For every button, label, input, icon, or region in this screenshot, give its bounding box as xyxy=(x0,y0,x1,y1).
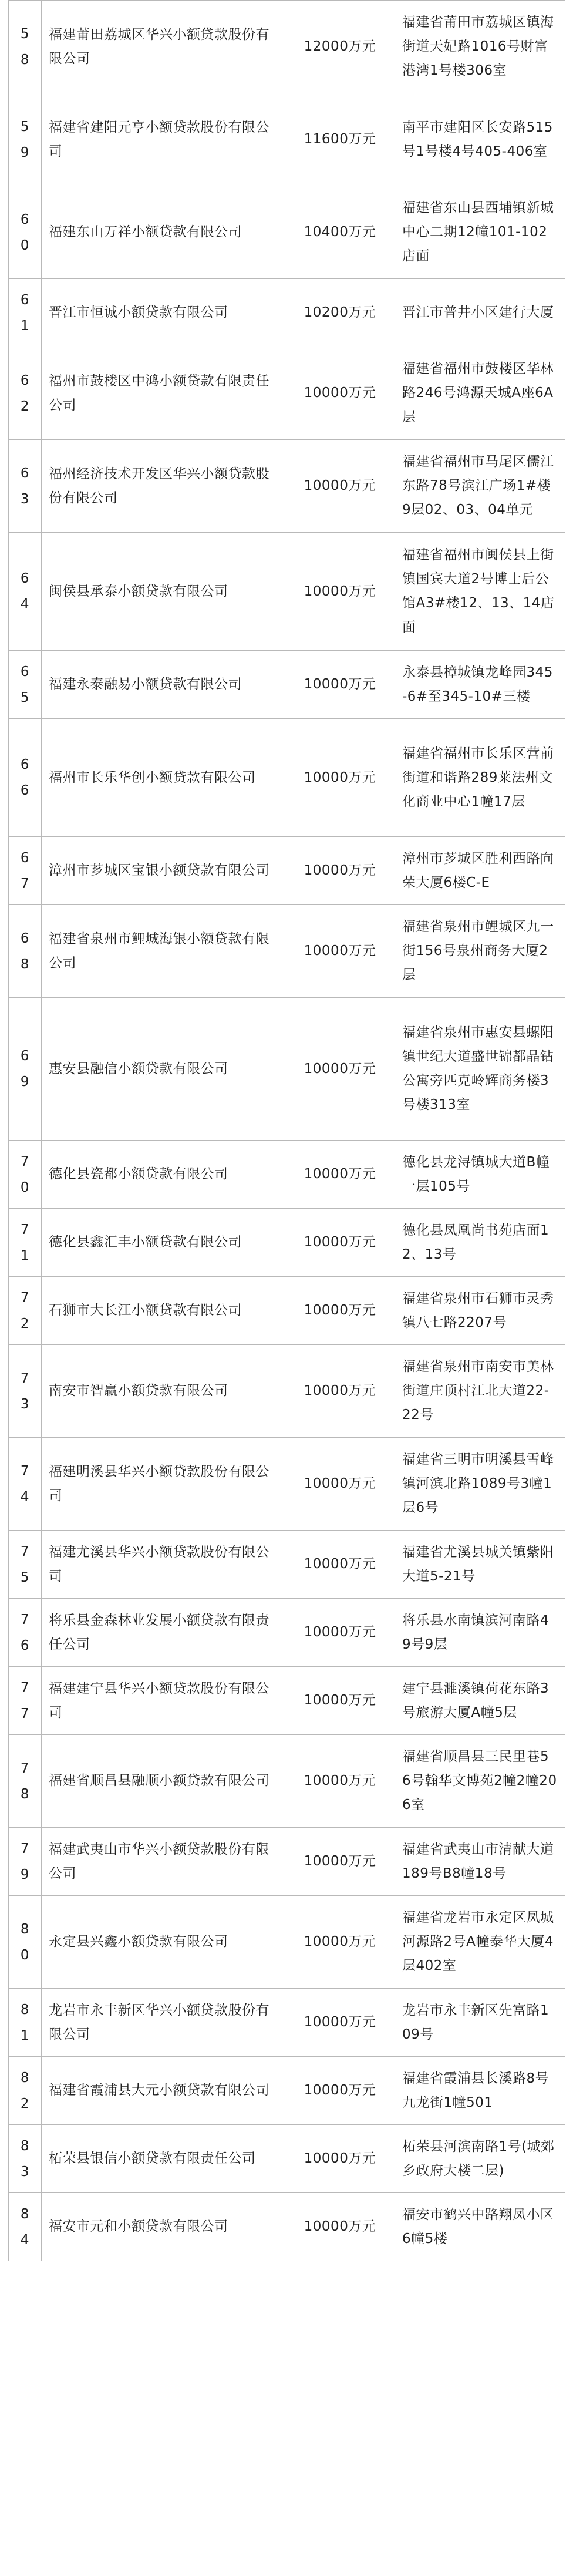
registered-capital: 10000万元 xyxy=(285,2057,395,2125)
table-row xyxy=(9,1531,565,1599)
row-number: 79 xyxy=(9,1828,42,1896)
table-row xyxy=(9,440,565,533)
table-row xyxy=(9,1735,565,1828)
registered-capital: 10000万元 xyxy=(285,1828,395,1896)
row-number: 73 xyxy=(9,1345,42,1438)
company-name: 石狮市大长江小额贷款有限公司 xyxy=(42,1277,285,1345)
company-name: 福安市元和小额贷款有限公司 xyxy=(42,2193,285,2261)
registered-capital: 10000万元 xyxy=(285,533,395,651)
company-address: 福建省霞浦县长溪路8号九龙街1幢501 xyxy=(395,2057,565,2125)
row-number: 81 xyxy=(9,1989,42,2057)
company-name: 永定县兴鑫小额贷款有限公司 xyxy=(42,1896,285,1989)
registered-capital: 10000万元 xyxy=(285,2125,395,2193)
company-address: 德化县龙浔镇城大道B幢一层105号 xyxy=(395,1141,565,1209)
company-address: 福建省顺昌县三民里巷56号翰华文博苑2幢2幢206室 xyxy=(395,1735,565,1828)
table-row xyxy=(9,2125,565,2193)
row-number: 78 xyxy=(9,1735,42,1828)
row-number: 80 xyxy=(9,1896,42,1989)
registered-capital: 10000万元 xyxy=(285,347,395,440)
table-row xyxy=(9,1989,565,2057)
registered-capital: 10000万元 xyxy=(285,1277,395,1345)
company-address: 福建省武夷山市清献大道189号B8幢18号 xyxy=(395,1828,565,1896)
company-address: 福建省东山县西埔镇新城中心二期12幢101-102店面 xyxy=(395,186,565,279)
table-row xyxy=(9,1209,565,1277)
registered-capital: 10000万元 xyxy=(285,1141,395,1209)
row-number: 69 xyxy=(9,998,42,1141)
company-name: 福建省顺昌县融顺小额贷款有限公司 xyxy=(42,1735,285,1828)
company-name: 漳州市芗城区宝银小额贷款有限公司 xyxy=(42,837,285,905)
row-number: 66 xyxy=(9,719,42,837)
company-address: 永泰县樟城镇龙峰园345-6#至345-10#三楼 xyxy=(395,651,565,719)
table-row xyxy=(9,1828,565,1896)
company-name: 福建省泉州市鲤城海银小额贷款有限公司 xyxy=(42,905,285,998)
table-row xyxy=(9,719,565,837)
row-number: 67 xyxy=(9,837,42,905)
table-row xyxy=(9,1438,565,1531)
table-row xyxy=(9,1345,565,1438)
company-name: 福建武夷山市华兴小额贷款股份有限公司 xyxy=(42,1828,285,1896)
table-row xyxy=(9,347,565,440)
table-row xyxy=(9,998,565,1141)
table-row xyxy=(9,186,565,279)
table-row xyxy=(9,279,565,347)
company-address: 福建省莆田市荔城区镇海街道天妃路1016号财富港湾1号楼306室 xyxy=(395,1,565,93)
company-name: 福建东山万祥小额贷款有限公司 xyxy=(42,186,285,279)
table-row xyxy=(9,1,565,93)
registered-capital: 10000万元 xyxy=(285,719,395,837)
company-address: 福建省福州市鼓楼区华林路246号鸿源天城A座6A层 xyxy=(395,347,565,440)
company-address: 将乐县水南镇滨河南路49号9层 xyxy=(395,1599,565,1667)
company-name: 惠安县融信小额贷款有限公司 xyxy=(42,998,285,1141)
row-number: 75 xyxy=(9,1531,42,1599)
company-name: 福州市长乐华创小额贷款有限公司 xyxy=(42,719,285,837)
company-name: 德化县鑫汇丰小额贷款有限公司 xyxy=(42,1209,285,1277)
company-address: 南平市建阳区长安路515号1号楼4号405-406室 xyxy=(395,93,565,186)
row-number: 82 xyxy=(9,2057,42,2125)
company-address: 福安市鹤兴中路翔凤小区6幢5楼 xyxy=(395,2193,565,2261)
row-number: 58 xyxy=(9,1,42,93)
company-name: 福建建宁县华兴小额贷款股份有限公司 xyxy=(42,1667,285,1735)
row-number: 65 xyxy=(9,651,42,719)
row-number: 62 xyxy=(9,347,42,440)
company-address: 福建省泉州市惠安县螺阳镇世纪大道盛世锦都晶钻公寓旁匹克岭辉商务楼3号楼313室 xyxy=(395,998,565,1141)
company-name: 福建省建阳元亨小额贷款股份有限公司 xyxy=(42,93,285,186)
company-name: 福州市鼓楼区中鸿小额贷款有限责任公司 xyxy=(42,347,285,440)
registered-capital: 10000万元 xyxy=(285,905,395,998)
company-name: 龙岩市永丰新区华兴小额贷款股份有限公司 xyxy=(42,1989,285,2057)
registered-capital: 10000万元 xyxy=(285,1735,395,1828)
company-name: 福建明溪县华兴小额贷款股份有限公司 xyxy=(42,1438,285,1531)
registered-capital: 12000万元 xyxy=(285,1,395,93)
registered-capital: 10000万元 xyxy=(285,1531,395,1599)
row-number: 60 xyxy=(9,186,42,279)
table-row xyxy=(9,1667,565,1735)
row-number: 68 xyxy=(9,905,42,998)
row-number: 59 xyxy=(9,93,42,186)
company-name: 福建尤溪县华兴小额贷款股份有限公司 xyxy=(42,1531,285,1599)
registered-capital: 10200万元 xyxy=(285,279,395,347)
registered-capital: 10000万元 xyxy=(285,2193,395,2261)
company-address: 福建省泉州市石狮市灵秀镇八七路2207号 xyxy=(395,1277,565,1345)
row-number: 61 xyxy=(9,279,42,347)
company-address: 福建省尤溪县城关镇紫阳大道5-21号 xyxy=(395,1531,565,1599)
company-name: 福建省霞浦县大元小额贷款有限公司 xyxy=(42,2057,285,2125)
row-number: 83 xyxy=(9,2125,42,2193)
company-address: 龙岩市永丰新区先富路109号 xyxy=(395,1989,565,2057)
company-address: 福建省福州市长乐区营前街道和谐路289莱法州文化商业中心1幢17层 xyxy=(395,719,565,837)
registered-capital: 10000万元 xyxy=(285,1438,395,1531)
company-address: 福建省三明市明溪县雪峰镇河滨北路1089号3幢1层6号 xyxy=(395,1438,565,1531)
registered-capital: 10000万元 xyxy=(285,651,395,719)
table-row xyxy=(9,1141,565,1209)
table-row xyxy=(9,1599,565,1667)
registered-capital: 10000万元 xyxy=(285,1345,395,1438)
row-number: 70 xyxy=(9,1141,42,1209)
registered-capital: 10000万元 xyxy=(285,1989,395,2057)
table-row xyxy=(9,2057,565,2125)
row-number: 71 xyxy=(9,1209,42,1277)
registered-capital: 10000万元 xyxy=(285,837,395,905)
company-address: 福建省泉州市鲤城区九一街156号泉州商务大厦2层 xyxy=(395,905,565,998)
table-row xyxy=(9,1896,565,1989)
company-address: 德化县凤凰尚书苑店面12、13号 xyxy=(395,1209,565,1277)
table-row xyxy=(9,651,565,719)
company-address: 柘荣县河滨南路1号(城郊乡政府大楼二层) xyxy=(395,2125,565,2193)
table-row xyxy=(9,93,565,186)
registered-capital: 10000万元 xyxy=(285,1599,395,1667)
company-address: 福建省福州市马尾区儒江东路78号滨江广场1#楼9层02、03、04单元 xyxy=(395,440,565,533)
company-name: 福建永泰融易小额贷款有限公司 xyxy=(42,651,285,719)
registered-capital: 11600万元 xyxy=(285,93,395,186)
company-address: 晋江市普井小区建行大厦 xyxy=(395,279,565,347)
table-row xyxy=(9,1277,565,1345)
row-number: 76 xyxy=(9,1599,42,1667)
company-address: 福建省泉州市南安市美林街道庄顶村江北大道22-22号 xyxy=(395,1345,565,1438)
company-name: 将乐县金森林业发展小额贷款有限责任公司 xyxy=(42,1599,285,1667)
registered-capital: 10000万元 xyxy=(285,440,395,533)
company-address: 福建省福州市闽侯县上街镇国宾大道2号博士后公馆A3#楼12、13、14店面 xyxy=(395,533,565,651)
registered-capital: 10000万元 xyxy=(285,1209,395,1277)
company-name: 福州经济技术开发区华兴小额贷款股份有限公司 xyxy=(42,440,285,533)
row-number: 77 xyxy=(9,1667,42,1735)
registered-capital: 10000万元 xyxy=(285,1667,395,1735)
row-number: 63 xyxy=(9,440,42,533)
registered-capital: 10400万元 xyxy=(285,186,395,279)
table-row xyxy=(9,2193,565,2261)
company-name: 柘荣县银信小额贷款有限责任公司 xyxy=(42,2125,285,2193)
loan-company-table xyxy=(8,0,565,2261)
registered-capital: 10000万元 xyxy=(285,998,395,1141)
table-row xyxy=(9,837,565,905)
company-address: 福建省龙岩市永定区凤城河源路2号A幢泰华大厦4层402室 xyxy=(395,1896,565,1989)
table-row xyxy=(9,905,565,998)
company-name: 福建莆田荔城区华兴小额贷款股份有限公司 xyxy=(42,1,285,93)
company-address: 漳州市芗城区胜利西路向荣大厦6楼C-E xyxy=(395,837,565,905)
row-number: 84 xyxy=(9,2193,42,2261)
company-name: 德化县瓷都小额贷款有限公司 xyxy=(42,1141,285,1209)
row-number: 64 xyxy=(9,533,42,651)
table-row xyxy=(9,533,565,651)
registered-capital: 10000万元 xyxy=(285,1896,395,1989)
company-name: 南安市智赢小额贷款有限公司 xyxy=(42,1345,285,1438)
company-address: 建宁县濉溪镇荷花东路3号旅游大厦A幢5层 xyxy=(395,1667,565,1735)
company-name: 晋江市恒诚小额贷款有限公司 xyxy=(42,279,285,347)
company-name: 闽侯县承泰小额贷款有限公司 xyxy=(42,533,285,651)
row-number: 74 xyxy=(9,1438,42,1531)
row-number: 72 xyxy=(9,1277,42,1345)
